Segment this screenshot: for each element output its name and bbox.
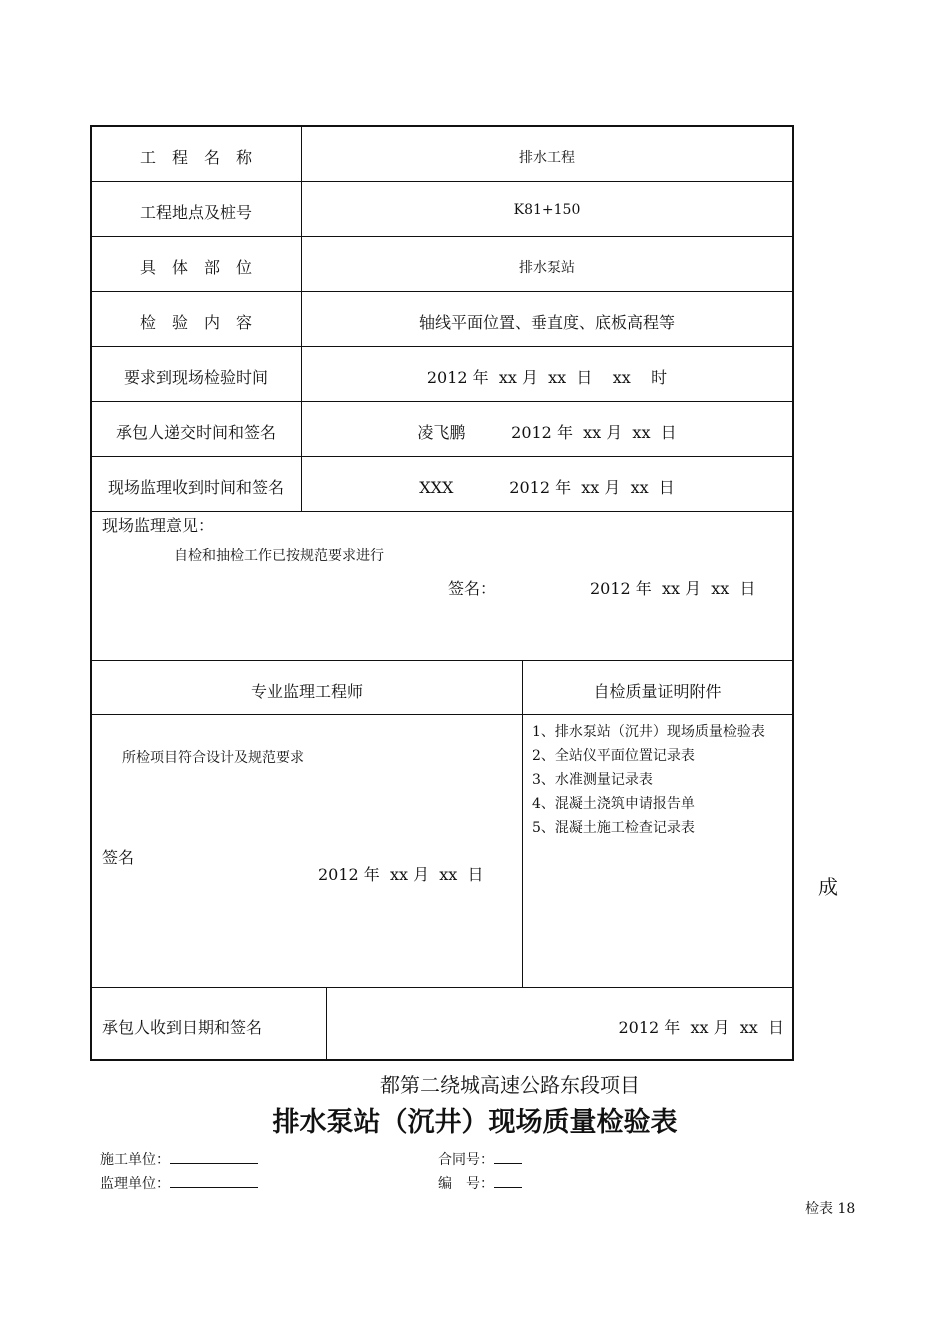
- row-divider: [92, 456, 792, 457]
- supervisor-receipt-value: XXX 2012 年 xx 月 xx 日: [419, 478, 675, 497]
- row-divider: [92, 181, 792, 182]
- contract-no-blank: [494, 1151, 522, 1164]
- content-label: 检 验 内 容: [139, 313, 252, 332]
- supervisor-sign-date: 2012 年 xx 月 xx 日: [590, 579, 756, 598]
- part-value: 排水泵站: [519, 260, 575, 276]
- engineer-opinion-text: 所检项目符合设计及规范要求: [122, 750, 304, 766]
- attachments-header: 自检质量证明附件: [593, 682, 722, 701]
- contractor-submit-value: 凌飞鹏 2012 年 xx 月 xx 日: [417, 423, 677, 442]
- row-divider: [92, 291, 792, 292]
- column-divider: [522, 660, 523, 987]
- form-title: 排水泵站（沉井）现场质量检验表: [272, 1107, 678, 1138]
- location-label: 工程地点及桩号: [139, 203, 252, 222]
- engineer-sign-label: 签名: [102, 848, 135, 867]
- supervisor-receipt-label: 现场监理收到时间和签名: [107, 478, 284, 497]
- supervisor-opinion-text: 自检和抽检工作已按规范要求进行: [174, 548, 384, 564]
- construction-unit-label: 施工单位：: [100, 1152, 170, 1168]
- project-name-label: 工 程 名 称: [139, 148, 252, 167]
- contractor-receipt-label: 承包人收到日期和签名: [102, 1018, 263, 1037]
- row-divider: [92, 987, 792, 988]
- row-divider: [92, 346, 792, 347]
- supervisor-sign-label: 签名：: [448, 579, 497, 598]
- content-value: 轴线平面位置、垂直度、底板高程等: [418, 313, 675, 332]
- row-divider: [92, 714, 792, 715]
- attachment-item: 1、排水泵站（沉井）现场质量检验表: [532, 724, 765, 740]
- engineer-sign-date: 2012 年 xx 月 xx 日: [318, 865, 484, 884]
- serial-no-label: 编 号：: [438, 1176, 494, 1192]
- part-label: 具 体 部 位: [139, 258, 252, 277]
- supervision-unit-blank: [170, 1175, 258, 1188]
- location-value: K81+150: [513, 202, 581, 218]
- inspection-form-table: [90, 125, 794, 1061]
- row-divider: [92, 236, 792, 237]
- supervision-unit-label: 监理单位：: [100, 1176, 170, 1192]
- row-divider: [92, 660, 792, 661]
- contractor-receipt-date: 2012 年 xx 月 xx 日: [618, 1018, 784, 1037]
- attachment-item: 4、混凝土浇筑申请报告单: [532, 796, 695, 812]
- supervisor-opinion-title: 现场监理意见：: [102, 516, 215, 535]
- required-time-value: 2012 年 xx 月 xx 日 xx 时: [426, 368, 668, 387]
- contract-no-label: 合同号：: [438, 1152, 494, 1168]
- side-character: 成: [818, 875, 838, 899]
- project-title: 都第二绕城高速公路东段项目: [380, 1073, 640, 1097]
- contract-no-field: [438, 1149, 522, 1169]
- form-code: 检表 18: [805, 1201, 856, 1217]
- serial-no-blank: [494, 1175, 522, 1188]
- attachment-item: 3、水准测量记录表: [532, 772, 653, 788]
- attachment-item: 5、混凝土施工检查记录表: [532, 820, 695, 836]
- row-divider: [92, 401, 792, 402]
- attachment-item: 2、全站仪平面位置记录表: [532, 748, 695, 764]
- construction-unit-field: [100, 1149, 258, 1169]
- row-divider: [92, 511, 792, 512]
- engineer-header: 专业监理工程师: [250, 682, 363, 701]
- supervision-unit-field: [100, 1173, 258, 1193]
- project-name-value: 排水工程: [519, 150, 575, 166]
- construction-unit-blank: [170, 1151, 258, 1164]
- column-divider: [326, 987, 327, 1059]
- contractor-submit-label: 承包人递交时间和签名: [115, 423, 276, 442]
- required-time-label: 要求到现场检验时间: [123, 368, 268, 387]
- serial-no-field: [438, 1173, 522, 1193]
